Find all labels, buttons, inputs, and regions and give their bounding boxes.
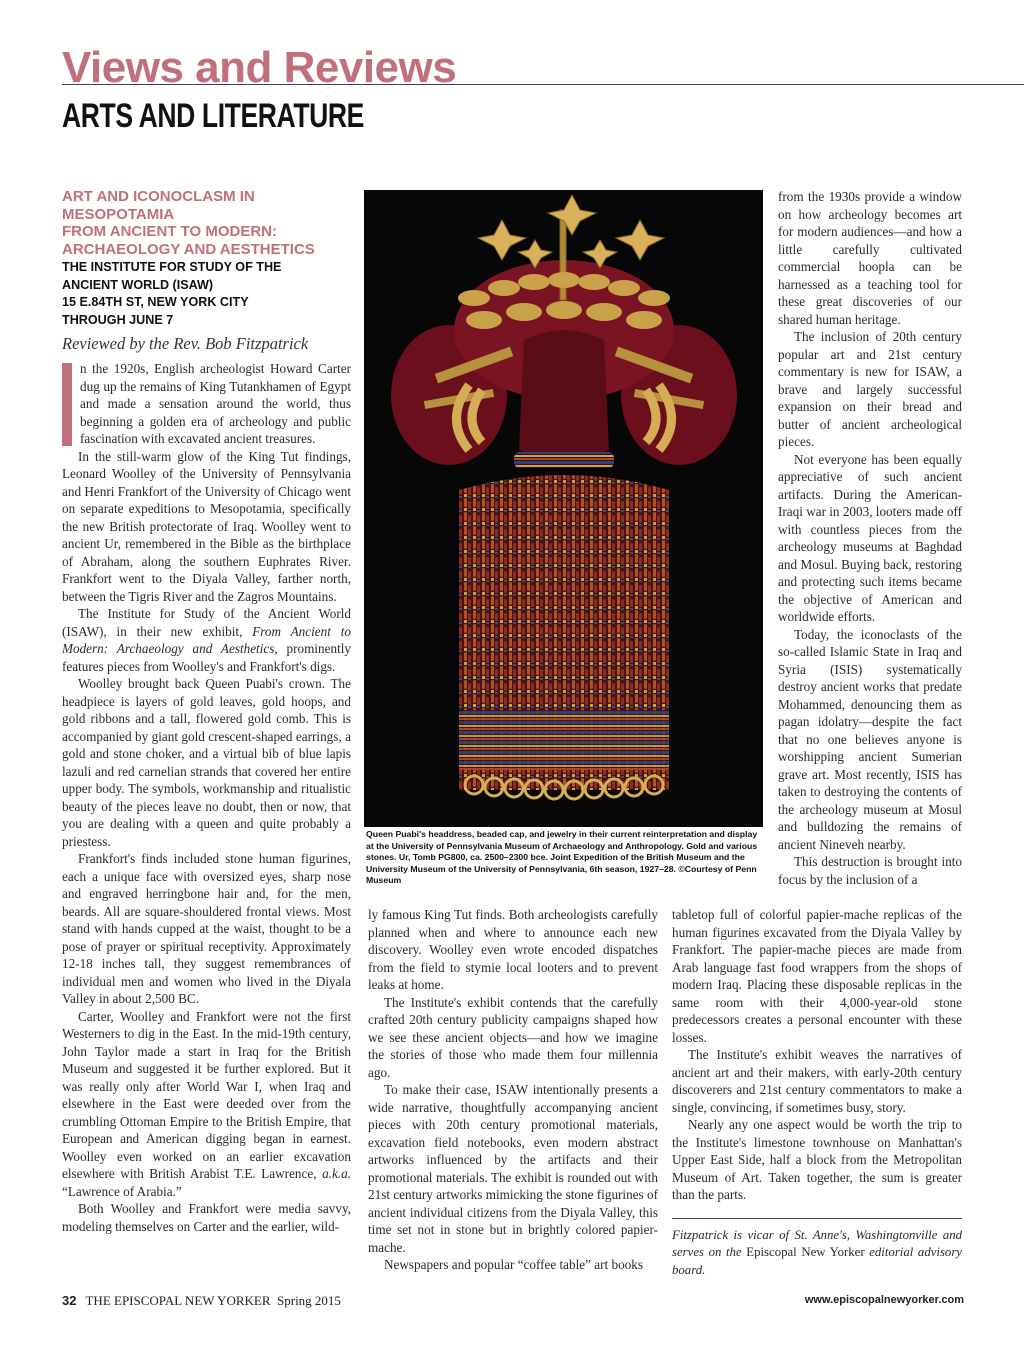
paragraph: Nearly any one aspect would be worth the trip to the Institute's limestone townhouse on Manhattan's Upper East Side, half a block from the Metropolitan Museum of Art. Taken together, the sum is greater than the parts. [672, 1117, 962, 1202]
paragraph: Newspapers and popular “coffee table” art books [384, 1257, 644, 1272]
exhibit-detail-line: THROUGH JUNE 7 [62, 312, 174, 327]
exhibit-detail-line: THE INSTITUTE FOR STUDY OF THE [62, 260, 282, 274]
article-body-col1 [62, 360, 351, 1235]
footer-left [62, 1293, 341, 1309]
exhibit-details [62, 259, 351, 329]
author-note-text: Fitzpatrick is vicar of St. Anne's, Washingtonville and serves on the [672, 1227, 962, 1259]
byline: Reviewed by the Rev. Bob Fitzpatrick [62, 334, 309, 353]
page-number: 32 [62, 1293, 77, 1308]
paragraph: This destruction is brought into focus by the inclusion of a [778, 854, 962, 887]
headline-line: MESOPOTAMIA [62, 205, 175, 223]
headline-line: ART AND ICONOCLASM IN [62, 188, 255, 205]
paragraph: Woolley brought back Queen Puabi's crown. The headpiece is layers of gold leaves, gold hoops, and gold ribbons and a tall, flowered gold comb. This is accompanied by giant gold crescent-shaped earrings, a gold and stone choker, and a virtual bib of blue lapis lazuli and red carnelian strands that covered her entire upper body. The symbols, workmanship and ritualistic beauty of the pieces leave no doubt, then or now, that you are dealing with a queen and quite probably a priestess. [62, 676, 351, 849]
paragraph-text: , prominently features pieces from Woolley's and Frankfort's digs. [62, 641, 351, 674]
paragraph: tabletop full of colorful papier-mache replicas of the human figurines excavated from the Diyala Valley by Frankfort. The papier-mache pieces are made from Arab language fast food wrappers from the shops of modern Iraq. Placing these disposable replicas in the same room with their 4,000-year-old stone predecessors creates a personal encounter with these losses. [672, 907, 962, 1045]
paragraph-text: Carter, Woolley and Frankfort were not the first Westerners to dig in the East. In the mid-19th century, John Taylor made a start in Iraq for the British Museum and suggested it be further explored. But it was really only after World War I, when Iraq and elsewhere in the East were deeded over from the crumbling Ottoman Empire to the British Empire, that European and American digging began in earnest. Woolley even worked on an earlier excavation elsewhere with British Arabist T.E. Lawrence, [62, 1008, 351, 1181]
article-column-3-bottom [672, 906, 962, 1279]
paragraph-text: n the 1920s, English archeologist Howard Carter dug up the remains of King Tutankhamen of Egypt and made a sensation around the world, thus beginning a golden era of archeology and public fascination with excavated ancient treasures. [80, 361, 351, 446]
author-note [672, 1227, 962, 1280]
paragraph: Today, the iconoclasts of the so-called Islamic State in Iraq and Syria (ISIS) systematically destroy ancient works that predate Mohammed, denouncing them as pagan idolatry—despite the fact that no one believes anyone is worshipping ancient Sumerian grave art. Most recently, ISIS has taken to destroying the contents of the archeology museum at Mosul and bulldozing the remains of ancient Nineveh nearby. [778, 626, 962, 852]
section-subtitle: ARTS AND LITERATURE [62, 97, 364, 135]
exhibit-detail-line: 15 E.84TH ST, NEW YORK CITY [62, 295, 249, 309]
paragraph [62, 1008, 351, 1201]
queen-puabi-photo [364, 190, 763, 827]
exhibit-detail-line: ANCIENT WORLD (ISAW) [62, 277, 214, 292]
paragraph: To make their case, ISAW intentionally presents a wide narrative, thoughtfully accompanying ancient pieces with 20th century promotional materials, excavation field notebooks, even modern abstract artworks influenced by the artifacts and their promotional materials. The exhibit is rounded out with 21st century artworks mimicking the stone figurines of ancient individual citizens from the Diyala Valley, this time set not in stone but in brightly colored papier-mache. [368, 1082, 658, 1255]
article-column-1 [62, 188, 351, 1235]
title-divider [62, 84, 1024, 85]
publication-name: Episcopal New Yorker [746, 1245, 865, 1259]
section-title: Views and Reviews [62, 43, 457, 92]
article-column-2 [368, 906, 658, 1274]
issue-date: Spring 2015 [277, 1293, 341, 1308]
paragraph: In the still-warm glow of the King Tut findings, Leonard Woolley of the University of Pennsylvania and Henri Frankfort of the University of Chicago went on separate expeditions to Mesopotamia, specifically the new British protectorate of Iraq. Woolley went to ancient Ur, remembered in the Bible as the birthplace of Abraham, along the southern Euphrates River. Frankfort went to the Diyala Valley, farther north, between the Tigris River and the Zagros Mountains. [62, 448, 351, 604]
headline [62, 188, 351, 258]
paragraph: The Institute's exhibit contends that the carefully crafted 20th century publicity campaigns shaped how we see these ancient objects—and how we imagine the stories of those who made them four millennia ago. [368, 994, 658, 1080]
author-note-text: editorial advisory board. [672, 1245, 962, 1277]
article-column-3-top [778, 188, 962, 888]
face [519, 330, 609, 460]
paragraph: Not everyone has been equally appreciative of such ancient artifacts. During the American-Iraqi war in 2003, looters made off with countless pieces from the archeology museums at Baghdad and Mosul. Buying back, restoring and protecting such items became the objective of American and worldwide efforts. [778, 451, 962, 624]
paragraph: from the 1930s provide a window on how archeology becomes art for modern audiences—and how a little carefully cultivated commercial hoopla can be harnessed as a teaching tool for these great discoveries of our shared human heritage. [778, 189, 962, 327]
paragraph: ly famous King Tut finds. Both archeologists carefully planned when and where to announce each new discovery. Woolley even wrote encoded dispatches from the field to stymie local looters and to prevent leaks at home. [368, 907, 658, 992]
paragraph: The Institute's exhibit weaves the narratives of ancient art and their makers, with early-20th century discoverers and 21st century commentators to make a single, convincing, if sometimes busy, story. [672, 1047, 962, 1115]
bead-belt [459, 710, 669, 770]
author-note-divider [672, 1218, 962, 1219]
drop-cap [62, 363, 72, 446]
paragraph [62, 360, 351, 448]
paragraph-text: The Institute for Study of the Ancient World (ISAW), in their new exhibit, [62, 606, 351, 639]
exhibit-title: From Ancient to Modern: Archaeology and Aesthetics [62, 623, 351, 656]
paragraph: The inclusion of 20th century popular art and 21st century commentary is new for ISAW, a brave and largely successful expansion on their bread and butter of ancient archeological pieces. [778, 329, 962, 449]
headline-line: ARCHAEOLOGY AND AESTHETICS [62, 240, 315, 258]
paragraph-italic: a.k.a. [322, 1166, 351, 1181]
headline-line: FROM ANCIENT TO MODERN: [62, 223, 277, 240]
publication-title: THE EPISCOPAL NEW YORKER [85, 1293, 271, 1308]
paragraph [62, 605, 351, 675]
paragraph: Both Woolley and Frankfort were media savvy, modeling themselves on Carter and the earlier, wild- [62, 1201, 351, 1234]
choker [514, 452, 614, 468]
footer-url[interactable]: www.episcopalnewyorker.com [804, 1294, 964, 1306]
headdress-illustration [364, 190, 763, 827]
photo-caption: Queen Puabi's headdress, beaded cap, and jewelry in their current reinterpretation and display at the University of Pennsylvania Museum of Archaeology and Anthropology. Gold and various stones. Ur, Tomb PG800, ca. 2500–2300 bce. Joint Expedition of the British Museum and the University Museum of the University of Pennsylvania, 6th season, 1927–28. ©Courtesy of Penn Museum [366, 829, 758, 885]
paragraph-text: “Lawrence of Arabia.” [62, 1183, 182, 1199]
paragraph: Frankfort's finds included stone human figurines, each a unique face with oversized eyes, sharp nose and engraved herringbone hair and, for the men, beards. All are square-shouldered frontal views. Most stand with hands cupped at the waist, thought to be a pose of prayer or spiritual receptivity. Approximately 12-18 inches tall, they suggest remembrances of individual men and women who lived in the Diyala Valley in about 2,500 BC. [62, 851, 351, 1006]
